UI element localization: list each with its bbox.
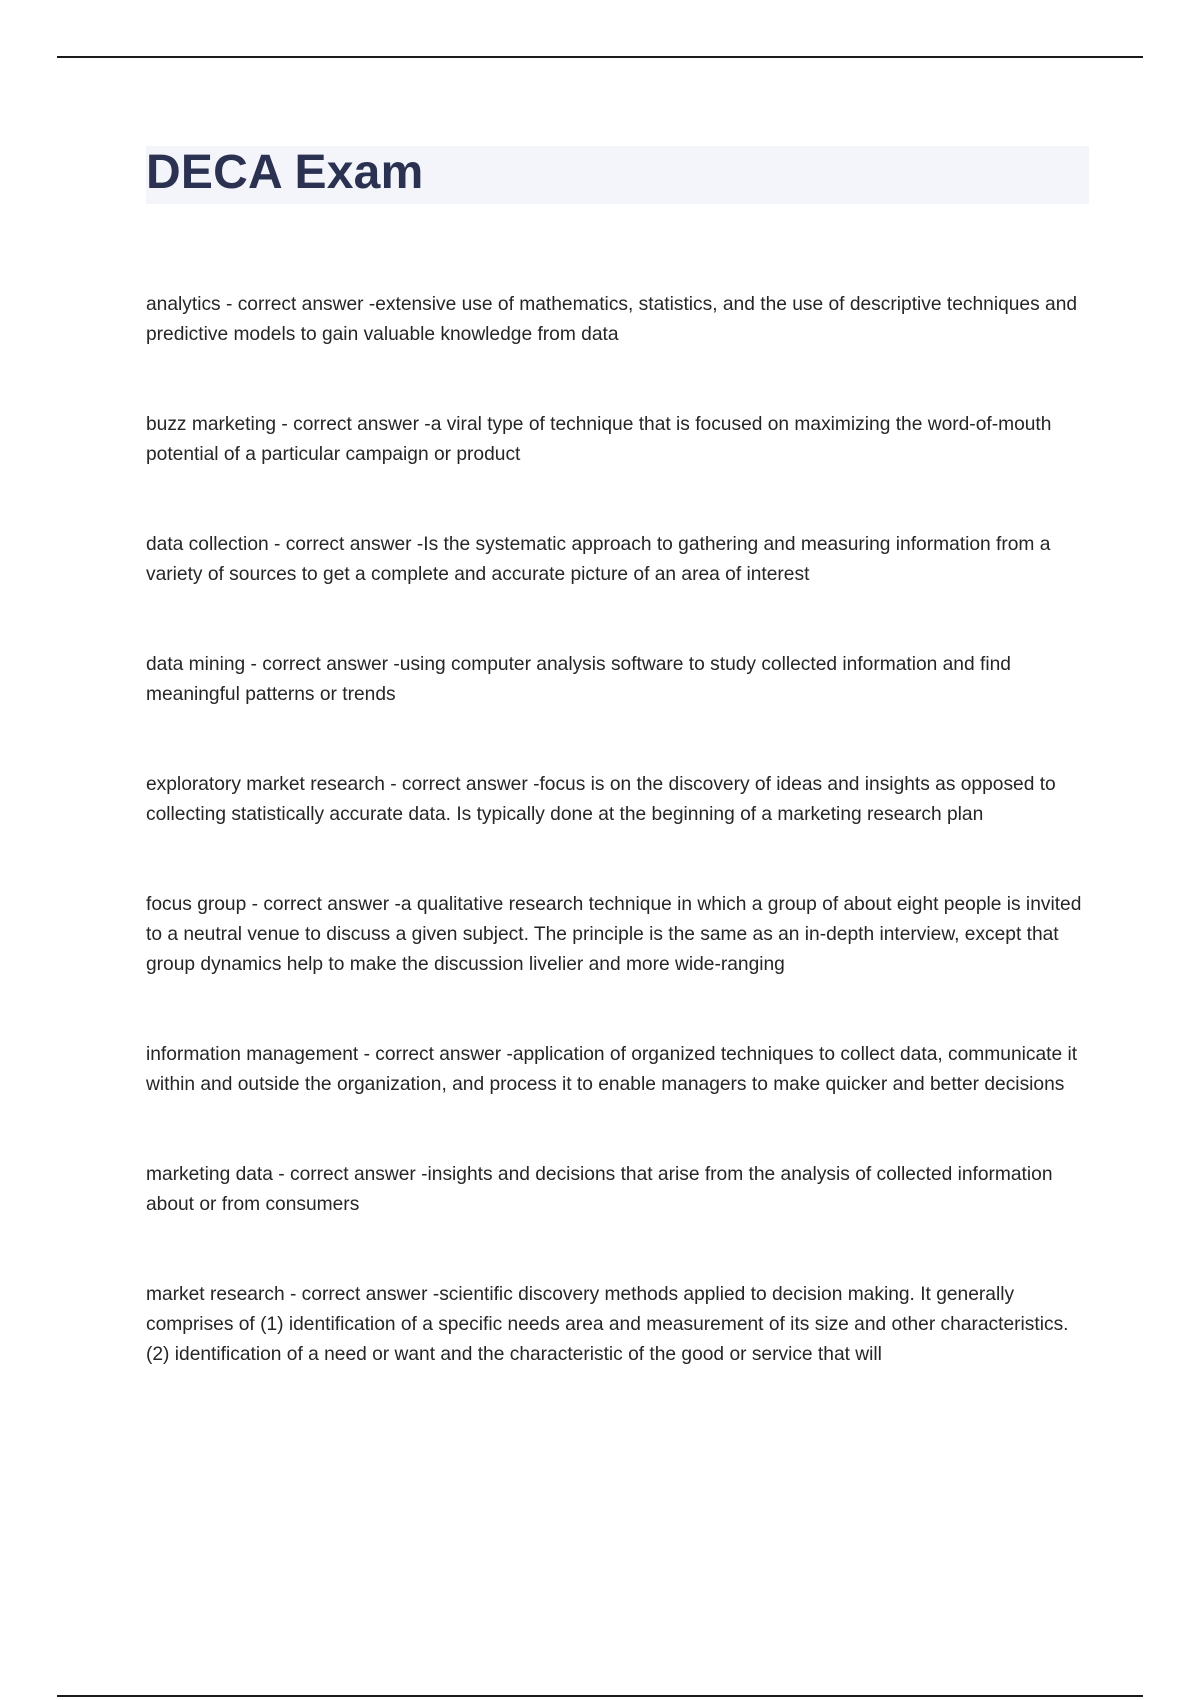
bottom-rule (57, 1695, 1143, 1697)
definition-entry: information management - correct answer -application of organized techniques to collect data, communicate it within and outside the organization, and process it to enable managers to make quicker and better decisions (146, 1044, 1078, 1095)
definition-entry: data collection - correct answer -Is the systematic approach to gathering and measuring information from a variety of sources to get a complete and accurate picture of an area of interest (146, 534, 1051, 585)
definition-list (146, 290, 1091, 1430)
definition-entry: analytics - correct answer -extensive use of mathematics, statistics, and the use of descriptive techniques and predictive models to gain valuable knowledge from data (146, 294, 1078, 345)
definition-entry: exploratory market research - correct answer -focus is on the discovery of ideas and insights as opposed to collecting statistically accurate data. Is typically done at the beginning of a marketing research plan (146, 774, 1056, 825)
page-title: DECA Exam (146, 146, 424, 199)
definition-entry: data mining - correct answer -using computer analysis software to study collected information and find meaningful patterns or trends (146, 654, 1011, 705)
definition-entry: marketing data - correct answer -insights and decisions that arise from the analysis of collected information about or from consumers (146, 1164, 1053, 1215)
definition-entry: market research - correct answer -scientific discovery methods applied to decision making. It generally comprises of (1) identification of a specific needs area and measurement of its size and other characteristics. (2) identification of a need or want and the characteristic of the good or service that will (146, 1284, 1069, 1365)
definition-entry: focus group - correct answer -a qualitative research technique in which a group of about eight people is invited to a neutral venue to discuss a given subject. The principle is the same as an in-depth interview, except that group dynamics help to make the discussion livelier and more wide-ranging (146, 894, 1082, 975)
definition-entry: buzz marketing - correct answer -a viral type of technique that is focused on maximizing the word-of-mouth potential of a particular campaign or product (146, 414, 1052, 465)
top-rule (57, 56, 1143, 58)
